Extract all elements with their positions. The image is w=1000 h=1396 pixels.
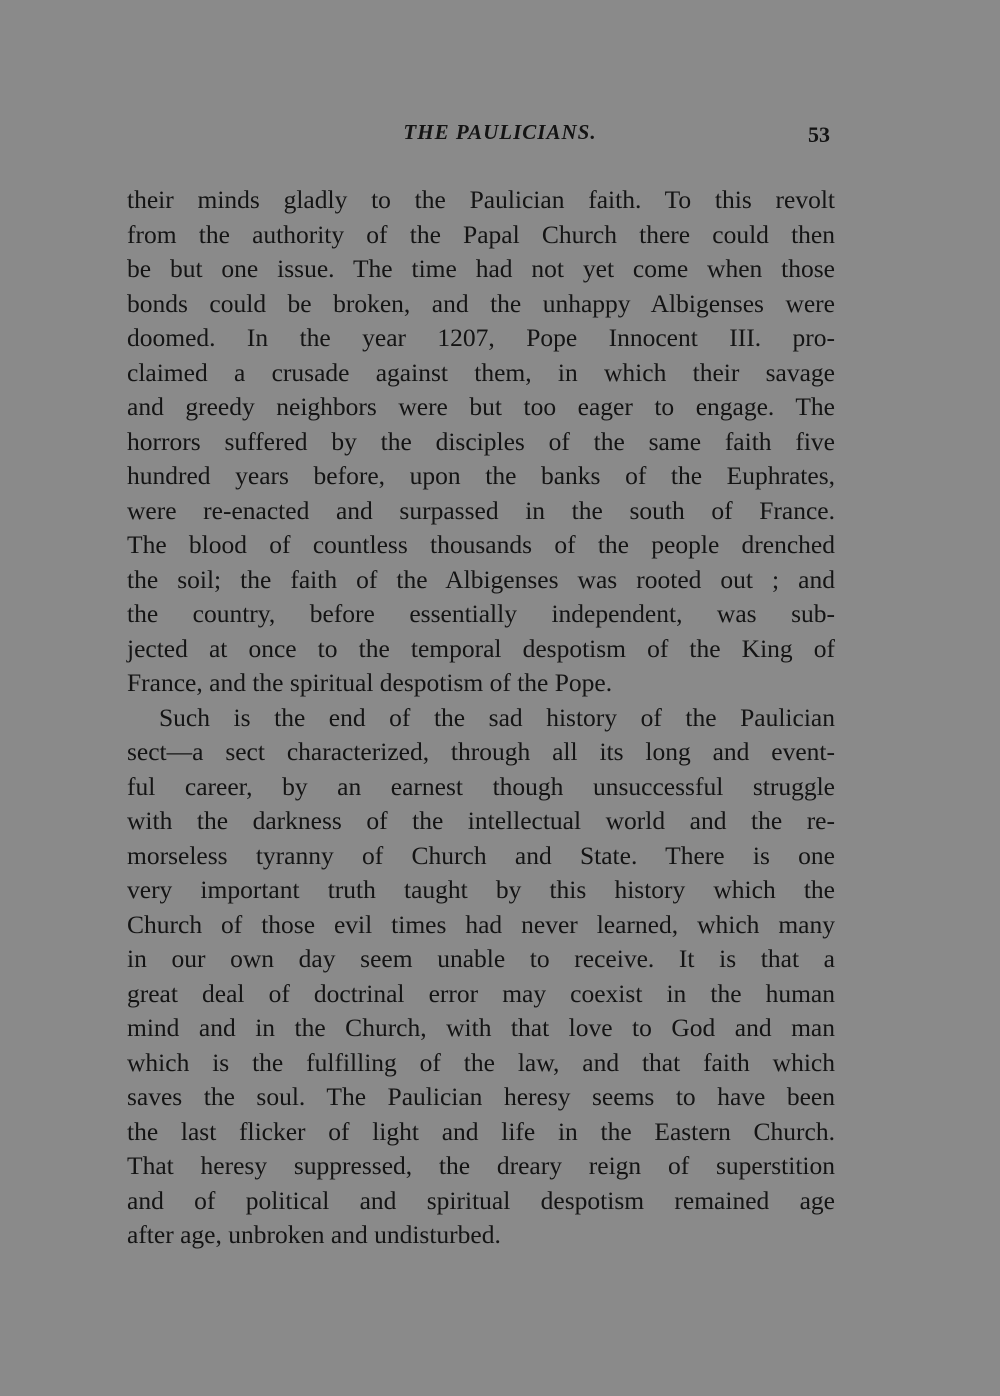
page-number: 53 [808,122,830,147]
running-head [0,118,1000,158]
text-line: great deal of doctrinal error may coexist in the human [127,978,835,1008]
text-line: and greedy neighbors were but too eager to engage. The [127,392,835,421]
text-line: were re-enacted and surpassed in the south of France. [127,495,835,525]
text-line: sect—a sect characterized, through all its long and event- [127,737,835,766]
text-line: jected at once to the temporal despotism of the King of [127,633,835,663]
running-title: THE PAULICIANS. [403,120,597,144]
text-line: the country, before essentially independent, was sub- [127,599,835,628]
text-line: with the darkness of the intellectual world and the re- [127,806,835,835]
text-line: in our own day seem unable to receive. It is that a [127,944,835,973]
text-line: the soil; the faith of the Albigenses was rooted out ; and [127,564,835,594]
text-line: very important truth taught by this history which the [127,875,835,904]
body-text [127,183,835,1253]
text-line: from the authority of the Papal Church there could then [127,219,835,249]
text-line: bonds could be broken, and the unhappy Albigenses were [127,288,835,318]
text-line: their minds gladly to the Paulician faith. To this revolt [127,185,835,214]
text-line: That heresy suppressed, the dreary reign of superstition [127,1151,835,1180]
text-line: doomed. In the year 1207, Pope Innocent III. pro- [127,323,835,352]
paragraph-end-line: France, and the spiritual despotism of the Pope. [127,668,613,697]
text-line: and of political and spiritual despotism remained age [127,1185,835,1215]
text-line: ful career, by an earnest though unsuccessful struggle [127,771,835,801]
text-line: which is the fulfilling of the law, and that faith which [127,1047,835,1077]
text-line: claimed a crusade against them, in which their savage [127,357,835,387]
text-line: saves the soul. The Paulician heresy seems to have been [127,1082,835,1111]
text-line: The blood of countless thousands of the people drenched [127,530,835,559]
text-line: horrors suffered by the disciples of the same faith five [127,426,835,456]
text-line: hundred years before, upon the banks of the Euphrates, [127,461,835,490]
text-line: the last flicker of light and life in the Eastern Church. [127,1116,835,1146]
text-line: be but one issue. The time had not yet come when those [127,254,835,283]
paragraph-end-line: after age, unbroken and undisturbed. [127,1220,501,1249]
text-line: Church of those evil times had never learned, which many [127,909,835,939]
text-line: mind and in the Church, with that love to God and man [127,1013,835,1042]
paragraph-first-line: Such is the end of the sad history of the Paulician [159,702,835,732]
text-line: morseless tyranny of Church and State. There is one [127,840,835,870]
